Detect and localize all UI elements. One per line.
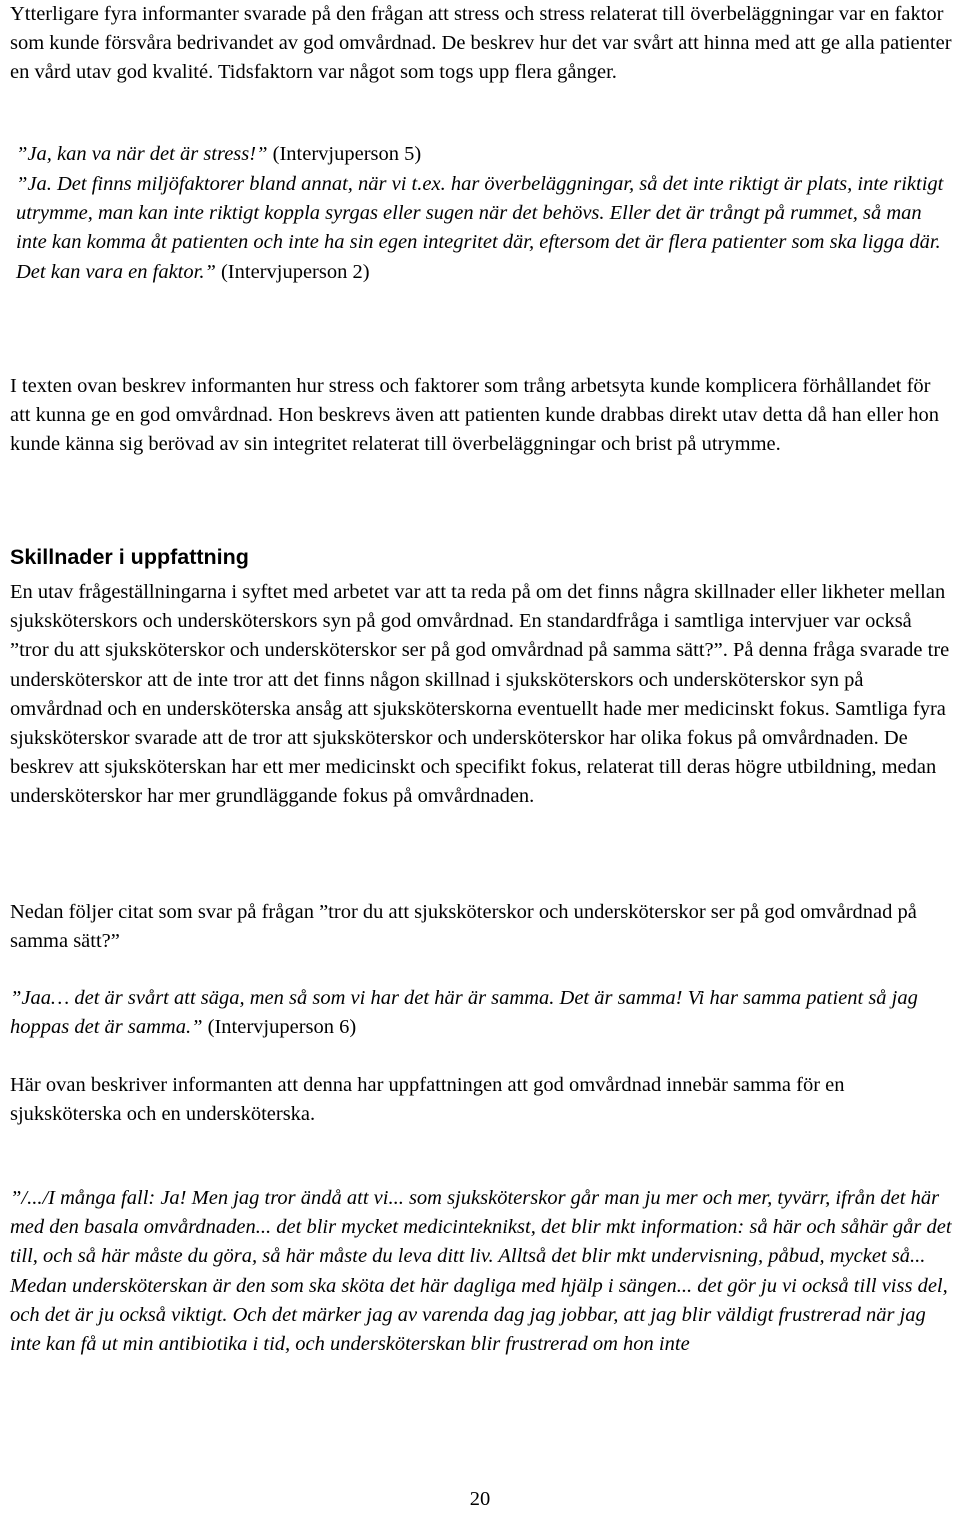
quote-long: ”/.../I många fall: Ja! Men jag tror ändå att vi... som sjuksköterskor går man ju mer och mer, tyvärr, ifrån det här med den basala omvårdnaden... det blir mycket medicinteknikst, det blir mkt information: så här och såhär går det till, och så här måste du göra, så här måste du leva ditt liv. Alltså det blir mkt undervisning, påbud, mycket så... Medan undersköterskan är den som ska sköta det här dagliga med hjälp i sängen... det gör ju vi också till viss del, och det är ju också viktigt. Och det märker jag av varenda dag jag jobbar, att jag blir väldigt frustrerad när jag inte kan få ut min antibiotika i tid, och undersköterskan blir frustrerad om hon inte — [10, 1187, 952, 1356]
paragraph-stress-intro: Ytterligare fyra informanter svarade på den frågan att stress och stress relaterat till överbeläggningar var en faktor som kunde försvåra bedrivandet av god omvårdnad. De beskrev hur det var svårt att hinna med att ge alla patienter en vård utav god kvalité. Tidsfaktorn var något som togs upp flera gånger. — [10, 3, 952, 84]
quote-interviewee-6 — [10, 984, 952, 1042]
section-heading: Skillnader i uppfattning — [10, 545, 249, 569]
page-number: 20 — [469, 1488, 491, 1510]
paragraph-analysis: I texten ovan beskrev informanten hur stress och faktorer som trång arbetsyta kunde komplicera förhållandet för att kunna ge en god omvårdnad. Hon beskrevs även att patienten kunde drabbas direkt utav detta då han eller hon kunde känna sig berövad av sin integritet relaterat till överbeläggningar och brist på utrymme. — [10, 375, 940, 456]
quote-text: ”Ja, kan va när det är stress!” — [16, 143, 268, 165]
paragraph-quote-intro: Nedan följer citat som svar på frågan ”tror du att sjuksköterskor och undersköterskor ser på god omvårdnad på samma sätt?” — [10, 901, 917, 953]
paragraph-interpretation: Här ovan beskriver informanten att denna har uppfattningen att god omvårdnad innebär samma för en sjuksköterska och en undersköterska. — [10, 1074, 845, 1126]
quote-text: ”Ja. Det finns miljöfaktorer bland annat, när vi t.ex. har överbeläggningar, så det inte riktigt är plats, inte riktigt utrymme, man kan inte riktigt koppla syrgas eller sugen när det behövs. Eller det är trångt på rummet, så man inte kan komma åt patienten och inte ha sin egen integritet där, eftersom det är flera patienter som ska ligga där. Det kan vara en faktor.” — [16, 173, 944, 283]
quote-reference: (Intervjuperson 5) — [267, 143, 422, 165]
quote-reference: (Intervjuperson 6) — [202, 1016, 357, 1039]
paragraph-differences: En utav frågeställningarna i syftet med arbetet var att ta reda på om det finns några skillnader eller likheter mellan sjuksköterskors och undersköterskors syn på god omvårdnad. En standardfråga i samtliga intervjuer var också ”tror du att sjuksköterskor och undersköterskor ser på god omvårdnad på samma sätt?”. På denna fråga svarade tre undersköterskor att de inte tror att det finns någon skillnad i sjuksköterskors och undersköterskor syn på omvårdnad och en undersköterska ansåg att sjuksköterskorna eventuellt hade mer medicinskt fokus. Samtliga fyra sjuksköterskor svarade att de tror att sjuksköterskor och undersköterskor har olika fokus på omvårdnaden. De beskrev att sjuksköterskan har ett mer medicinskt och specifikt fokus, relaterat till deras högre utbildning, medan undersköterskor har mer grundläggande fokus på omvårdnaden. — [10, 581, 950, 808]
quote-interviewee-2 — [16, 170, 950, 287]
quote-interviewee-5 — [16, 140, 421, 169]
quote-text: ”Jaa… det är svårt att säga, men så som vi har det här är samma. Det är samma! Vi har samma patient så jag hoppas det är samma.” — [10, 987, 918, 1039]
quote-reference: (Intervjuperson 2) — [215, 260, 370, 283]
